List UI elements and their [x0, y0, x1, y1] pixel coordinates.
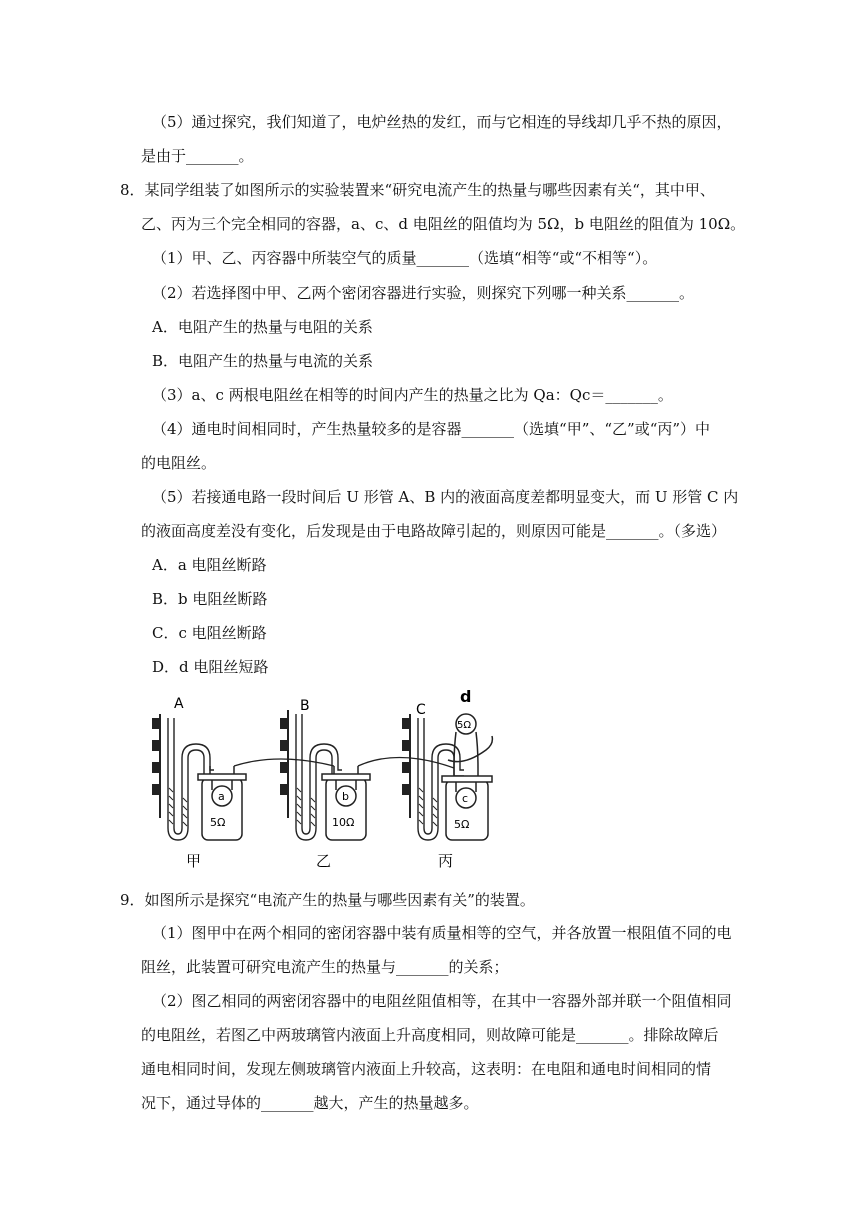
q7-part5-line2: 是由于_______。: [141, 147, 254, 165]
q9-part2-line4: 况下，通过导体的_______越大，产生的热量越多。: [141, 1094, 479, 1112]
q8-part4-line2: 的电阻丝。: [141, 454, 217, 472]
q8-stem-line2: 乙、丙为三个完全相同的容器，a、c、d 电阻丝的阻值均为 5Ω，b 电阻丝的阻值为 10Ω。: [141, 215, 746, 233]
q8-part2-option-a: A．电阻产生的热量与电阻的关系: [152, 318, 373, 336]
ruler-b: [280, 710, 289, 818]
tube-label-b: B: [300, 698, 310, 714]
q8-stem-line1: 8．某同学组装了如图所示的实验装置来“研究电流产生的热量与哪些因素有关“，其中甲、: [120, 181, 715, 199]
resistance-label-a: 5Ω: [210, 816, 226, 829]
wire-label-a: a: [218, 790, 225, 803]
q8-part5-line2: 的液面高度差没有变化，后发现是由于电路故障引起的，则原因可能是_______。（多选）: [141, 522, 727, 540]
q8-part5-line1: （5）若接通电路一段时间后 U 形管 A、B 内的液面高度差都明显变大，而 U 形管 C 内: [152, 488, 739, 506]
q9-part1-line2: 阻丝，此装置可研究电流产生的热量与_______的关系；: [141, 958, 509, 976]
q8-part4-line1: （4）通电时间相同时，产生热量较多的是容器_______（选填“甲”、“乙”或“丙”）中: [152, 420, 711, 438]
resistance-label-c: 5Ω: [454, 818, 470, 831]
q8-part2: （2）若选择图中甲、乙两个密闭容器进行实验，则探究下列哪一种关系_______。: [152, 284, 695, 302]
q8-apparatus-figure: [148, 688, 508, 874]
q9-part2-line2: 的电阻丝，若图乙中两玻璃管内液面上升高度相同，则故障可能是_______。排除故障后: [141, 1026, 719, 1044]
q8-part3: （3）a、c 两根电阻丝在相等的时间内产生的热量之比为 Qa：Qc＝_______。: [152, 386, 673, 404]
q7-part5-line1: （5）通过探究，我们知道了，电炉丝热的发红，而与它相连的导线却几乎不热的原因，: [152, 113, 732, 131]
q8-part5-option-b: B．b 电阻丝断路: [152, 590, 268, 608]
q8-part5-option-c: C．c 电阻丝断路: [152, 624, 267, 642]
wire-label-c: c: [462, 792, 469, 805]
q9-part2-line1: （2）图乙相同的两密闭容器中的电阻丝阻值相等，在其中一容器外部并联一个阻值相同: [152, 992, 732, 1010]
caption-yi: 乙: [316, 852, 332, 870]
wire-label-b: b: [342, 790, 349, 803]
connecting-wires: [234, 757, 454, 768]
ruler-c: [402, 714, 411, 818]
caption-bing: 丙: [438, 852, 454, 870]
tube-label-a: A: [174, 696, 184, 712]
q9-part1-line1: （1）图甲中在两个相同的密闭容器中装有质量相等的空气，并各放置一根阻值不同的电: [152, 924, 732, 942]
q9-stem: 9．如图所示是探究“电流产生的热量与哪些因素有关”的装置。: [120, 891, 535, 909]
q8-part1: （1）甲、乙、丙容器中所装空气的质量_______（选填“相等“或“不相等“）。: [152, 249, 658, 267]
q8-part5-option-a: A．a 电阻丝断路: [152, 556, 267, 574]
q8-part5-option-d: D．d 电阻丝短路: [152, 658, 269, 676]
ruler-a: [152, 714, 161, 818]
tube-label-c: C: [416, 702, 426, 718]
wire-label-d: d: [460, 688, 472, 706]
q9-part2-line3: 通电相同时间，发现左侧玻璃管内液面上升较高，这表明：在电阻和通电时间相同的情: [141, 1060, 712, 1078]
q8-part2-option-b: B．电阻产生的热量与电流的关系: [152, 352, 374, 370]
resistance-label-b: 10Ω: [332, 816, 355, 829]
resistance-label-d: 5Ω: [457, 720, 472, 731]
caption-jia: 甲: [186, 852, 202, 870]
